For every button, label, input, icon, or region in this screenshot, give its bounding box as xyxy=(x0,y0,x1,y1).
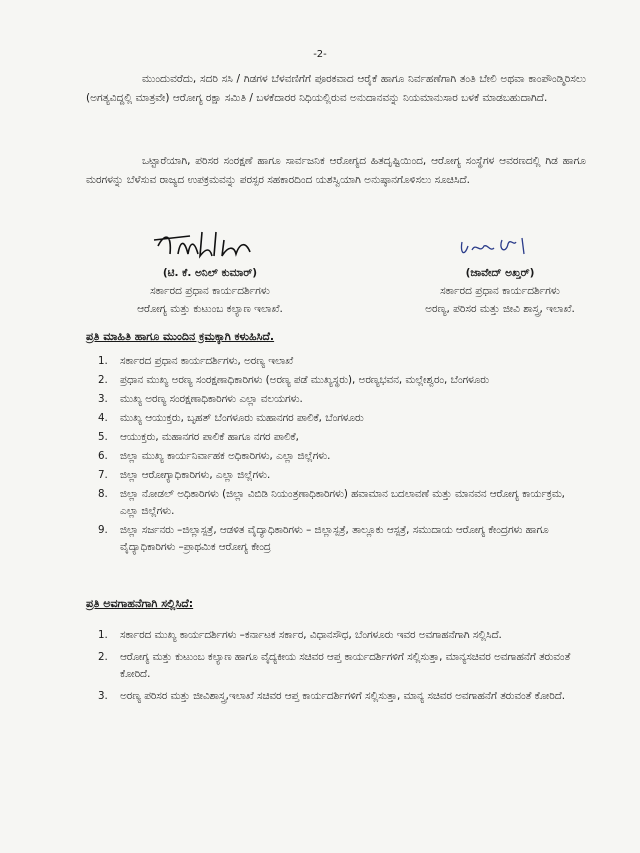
list-item-number: 4. xyxy=(98,412,108,424)
list-item-text: ಜಿಲ್ಲಾ ಆರೋಗ್ಯಾಧಿಕಾರಿಗಳು, ಎಲ್ಲಾ ಜಿಲ್ಲೆಗಳು. xyxy=(120,469,271,481)
list-item-number: 3. xyxy=(98,393,108,405)
page-number: -2- xyxy=(313,49,327,60)
list-item-text: ಅರಣ್ಯ ಪರಿಸರ ಮತ್ತು ಜೀವಿಶಾಸ್ತ್ರ,ಇಲಾಖೆ ಸಚಿವರ ಆಪ್ತ ಕಾರ್ಯದರ್ಶಿಗಳಿಗೆ ಸಲ್ಲಿಸುತ್ತಾ, ಮಾನ್ಯ ಸಚಿವರ ಅವಗಾಹನೆಗೆ ತರುವಂತೆ ಕೋರಿದೆ. xyxy=(120,689,566,702)
list-item-number: 2. xyxy=(98,650,108,663)
list-item xyxy=(86,429,586,446)
list-item-text: ಜಿಲ್ಲಾ ಮುಖ್ಯ ಕಾರ್ಯನಿರ್ವಾಹಕ ಅಧಿಕಾರಿಗಳು, ಎಲ್ಲಾ ಜಿಲ್ಲೆಗಳು. xyxy=(120,450,331,462)
list-item-text: ಮುಖ್ಯ ಅರಣ್ಯ ಸಂರಕ್ಷಣಾಧಿಕಾರಿಗಳು ಎಲ್ಲಾ ವಲಯಗಳು. xyxy=(120,393,303,405)
for-info-list xyxy=(86,627,586,709)
list-item xyxy=(86,448,586,465)
list-item-text: ಸರ್ಕಾರದ ಮುಖ್ಯ ಕಾರ್ಯದರ್ಶಿಗಳು –ಕರ್ನಾಟಕ ಸರ್ಕಾರ, ವಿಧಾನಸೌಧ, ಬೆಂಗಳೂರು ಇವರ ಅವಗಾಹನೆಗಾಗಿ ಸಲ್ಲಿಸಿದೆ. xyxy=(120,629,502,641)
signature-right xyxy=(458,232,538,262)
signatory-left-name: (ಟಿ. ಕೆ. ಅನಿಲ್ ಕುಮಾರ್) xyxy=(162,267,258,279)
list-item xyxy=(86,649,586,684)
list-item xyxy=(86,627,586,645)
list-item-text: ಮುಖ್ಯ ಆಯುಕ್ತರು, ಬೃಹತ್ ಬೆಂಗಳೂರು ಮಹಾನಗರ ಪಾಲಿಕೆ, ಬೆಂಗಳೂರು xyxy=(120,412,364,424)
list-item-number: 8. xyxy=(98,488,108,500)
list-item-number: 5. xyxy=(98,431,108,443)
list-item xyxy=(86,467,586,484)
list-item-text: ಪ್ರಧಾನ ಮುಖ್ಯ ಅರಣ್ಯ ಸಂರಕ್ಷಣಾಧಿಕಾರಿಗಳು (ಅರಣ್ಯ ಪಡೆ ಮುಖ್ಯಸ್ಥರು), ಅರಣ್ಯಭವನ, ಮಲ್ಲೇಶ್ವರಂ, ಬೆಂಗಳೂರು xyxy=(120,374,489,386)
signatory-right-title: ಸರ್ಕಾರದ ಪ್ರಧಾನ ಕಾರ್ಯದರ್ಶಿಗಳು xyxy=(440,285,560,297)
list-item-number: 1. xyxy=(98,629,108,641)
copy-to-list xyxy=(86,353,586,558)
signatory-right-name: (ಜಾವೇದ್ ಅಖ್ತರ್) xyxy=(465,267,535,279)
list-item-number: 2. xyxy=(98,374,108,386)
list-item-text: ಆರೋಗ್ಯ ಮತ್ತು ಕುಟುಂಬ ಕಲ್ಯಾಣ ಹಾಗೂ ವೈದ್ಯಕೀಯ ಸಚಿವರ ಆಪ್ತ ಕಾರ್ಯದರ್ಶಿಗಳಿಗೆ ಸಲ್ಲಿಸುತ್ತಾ, ಮಾನ್ಯಸಚಿವರ ಅವಗಾಹನೆಗೆ ತರುವಂತೆ ಕೋರಿದೆ. xyxy=(120,650,571,680)
list-item-number: 9. xyxy=(98,524,108,536)
list-item xyxy=(86,353,586,370)
paragraph-2-text: ಒಟ್ಟಾರೆಯಾಗಿ, ಪರಿಸರ ಸಂರಕ್ಷಣೆ ಹಾಗೂ ಸಾರ್ವಜನಿಕ ಆರೋಗ್ಯದ ಹಿತದೃಷ್ಟಿಯಿಂದ, ಆರೋಗ್ಯ ಸಂಸ್ಥೆಗಳ ಆವರಣದಲ್ಲಿ ಗಿಡ ಹಾಗೂ ಮರಗಳನ್ನು ಬೆಳೆಸುವ ರಾಜ್ಯದ ಉಪಕ್ರಮವನ್ನು ಪರಸ್ಪರ ಸಹಕಾರದಿಂದ ಯಶಸ್ವಿಯಾಗಿ ಅನುಷ್ಠಾನಗೊಳಿಸಲು ಸೂಚಿಸಿದೆ. xyxy=(86,155,586,186)
signatory-left-title: ಸರ್ಕಾರದ ಪ್ರಧಾನ ಕಾರ್ಯದರ್ಶಿಗಳು xyxy=(150,285,270,297)
list-item-number: 1. xyxy=(98,355,108,367)
list-item-text: ಆಯುಕ್ತರು, ಮಹಾನಗರ ಪಾಲಿಕೆ ಹಾಗೂ ನಗರ ಪಾಲಿಕೆ, xyxy=(120,431,299,443)
list-item-number: 6. xyxy=(98,450,108,462)
signatory-right xyxy=(370,264,630,318)
for-info-heading: ಪ್ರತಿ ಅವಗಾಹನೆಗಾಗಿ ಸಲ್ಲಿಸಿದೆ: xyxy=(86,597,194,610)
list-item-text: ಜಿಲ್ಲಾ ನೋಡಲ್ ಅಧಿಕಾರಿಗಳು (ಜಿಲ್ಲಾ ವಿಬಿಡಿ ನಿಯಂತ್ರಣಾಧಿಕಾರಿಗಳು) ಹವಾಮಾನ ಬದಲಾವಣೆ ಮತ್ತು ಮಾನವನ ಆರೋಗ್ಯ ಕಾರ್ಯಕ್ರಮ, ಎಲ್ಲಾ ಜಿಲ್ಲೆಗಳು. xyxy=(120,488,565,517)
signatory-left xyxy=(110,264,310,318)
paragraph-1-text: ಮುಂದುವರೆದು, ಸದರಿ ಸಸಿ / ಗಿಡಗಳ ಬೆಳವಣಿಗೆಗೆ ಪೂರಕವಾದ ಆರೈಕೆ ಹಾಗೂ ನಿರ್ವಹಣೆಗಾಗಿ ತಂತಿ ಬೇಲಿ ಅಥವಾ ಕಾಂಪೌಂಡ್ಮಿರಿಸಲು (ಅಗತ್ಯವಿದ್ದಲ್ಲಿ ಮಾತ್ರವೇ) ಆರೋಗ್ಯ ರಕ್ಷಾ ಸಮಿತಿ / ಬಳಕೆದಾರರ ನಿಧಿಯಲ್ಲಿರುವ ಅನುದಾನವನ್ನು ನಿಯಮಾನುಸಾರ ಬಳಕೆ ಮಾಡಬಹುದಾಗಿದೆ. xyxy=(86,73,586,104)
list-item xyxy=(86,688,586,706)
list-item-text: ಜಿಲ್ಲಾ ಸರ್ಜನರು –ಜಿಲ್ಲಾಸ್ಪತ್ರೆ, ಆಡಳಿತ ವೈದ್ಯಾಧಿಕಾರಿಗಳು – ಜಿಲ್ಲಾಸ್ಪತ್ರೆ, ತಾಲ್ಲೂಕು ಆಸ್ಪತ್ರೆ, ಸಮುದಾಯ ಆರೋಗ್ಯ ಕೇಂದ್ರಗಳು ಹಾಗೂ ವೈದ್ಯಾಧಿಕಾರಿಗಳು –ಪ್ರಾಥಮಿಕ ಆರೋಗ್ಯ ಕೇಂದ್ರ xyxy=(120,524,549,553)
list-item-number: 7. xyxy=(98,469,108,481)
paragraph-2 xyxy=(86,152,586,190)
copy-to-heading: ಪ್ರತಿ ಮಾಹಿತಿ ಹಾಗೂ ಮುಂದಿನ ಕ್ರಮಕ್ಕಾಗಿ ಕಳುಹಿಸಿದೆ. xyxy=(86,330,275,343)
list-item xyxy=(86,372,586,389)
list-item xyxy=(86,391,586,408)
list-item-text: ಸರ್ಕಾರದ ಪ್ರಧಾನ ಕಾರ್ಯದರ್ಶಿಗಳು, ಅರಣ್ಯ ಇಲಾಖೆ xyxy=(120,355,294,367)
list-item-number: 3. xyxy=(98,689,108,702)
list-item xyxy=(86,410,586,427)
list-item xyxy=(86,486,586,520)
signatory-right-dept: ಅರಣ್ಯ, ಪರಿಸರ ಮತ್ತು ಜೀವಿ ಶಾಸ್ತ್ರ, ಇಲಾಖೆ. xyxy=(425,303,575,315)
signatory-left-dept: ಆರೋಗ್ಯ ಮತ್ತು ಕುಟುಂಬ ಕಲ್ಯಾಣ ಇಲಾಖೆ. xyxy=(137,303,283,315)
paragraph-1 xyxy=(86,70,586,108)
signature-left xyxy=(150,224,260,264)
list-item xyxy=(86,522,586,556)
